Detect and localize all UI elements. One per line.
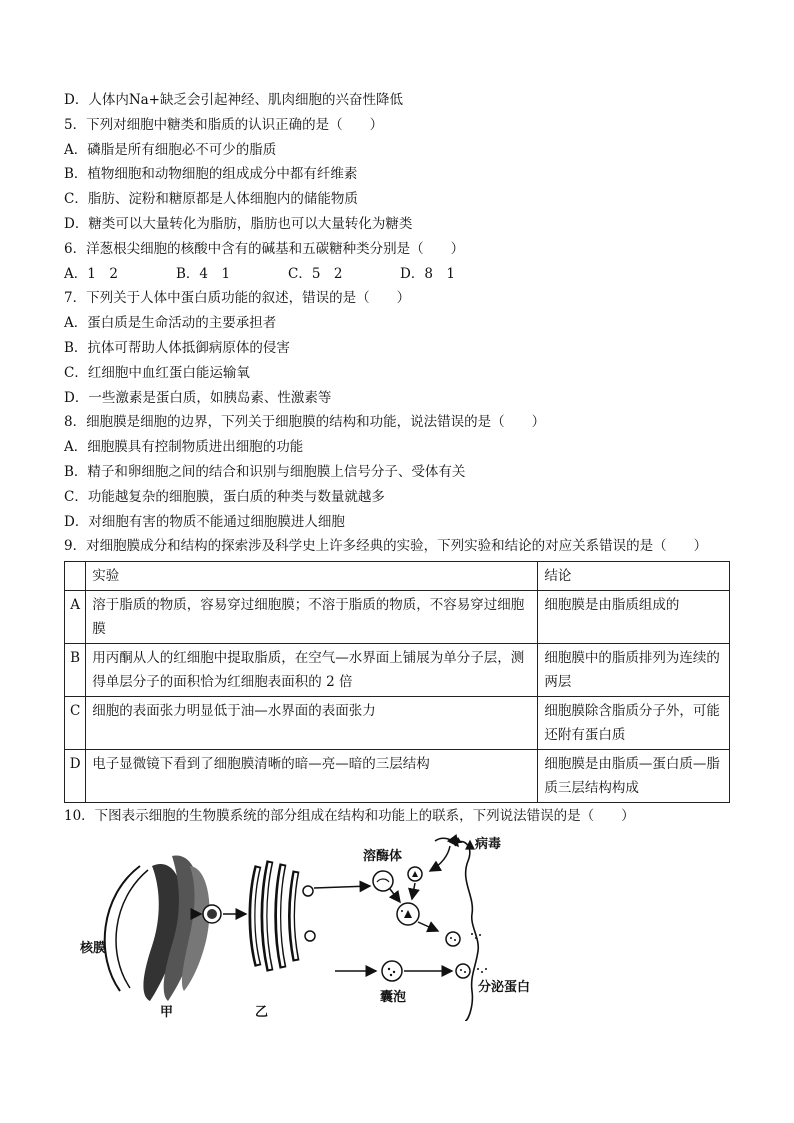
secretion-vesicle-at-membrane xyxy=(456,964,487,978)
q9-row-d-conclusion: 细胞膜是由脂质—蛋白质—脂质三层结构构成 xyxy=(538,750,730,803)
label-virus: ▲病毒 xyxy=(465,837,501,852)
q5-stem: 5．下列对细胞中糖类和脂质的认识正确的是（ ） xyxy=(64,116,384,133)
q8-option-d[interactable]: D．对细胞有害的物质不能通过细胞膜进人细胞 xyxy=(64,513,345,530)
q5-option-a[interactable]: A．磷脂是所有细胞必不可少的脂质 xyxy=(64,141,277,158)
q6-options xyxy=(64,262,734,287)
q9-row-c-key: C xyxy=(65,697,86,750)
q6-option-b[interactable]: B．4 1 xyxy=(176,265,231,282)
q10-stem: 10．下图表示细胞的生物膜系统的部分组成在结构和功能上的联系，下列说法错误的是（ ） xyxy=(64,808,635,825)
q9-row-a-experiment: 溶于脂质的物质，容易穿过细胞膜；不溶于脂质的物质，不容易穿过细胞膜 xyxy=(86,591,538,644)
label-jia: 甲 xyxy=(160,1005,174,1020)
arrow-virus-to-fusion xyxy=(412,883,415,899)
q9-row-d-experiment: 电子显微镜下看到了细胞膜清晰的暗—亮—暗的三层结构 xyxy=(86,750,538,803)
golgi-bud-1 xyxy=(303,886,313,896)
table-row[interactable] xyxy=(65,644,730,697)
q5-option-c[interactable]: C．脂肪、淀粉和糖原都是人体细胞内的储能物质 xyxy=(64,191,358,208)
table-row[interactable] xyxy=(65,591,730,644)
q4-option-d: D．人体内Na+缺乏会引起神经、肌肉细胞的兴奋性降低 xyxy=(64,92,403,108)
table-row[interactable] xyxy=(65,697,730,750)
q8-option-b[interactable]: B．精子和卵细胞之间的结合和识别与细胞膜上信号分子、受体有关 xyxy=(64,463,466,480)
q7-option-d[interactable]: D．一些激素是蛋白质，如胰岛素、性激素等 xyxy=(64,389,332,406)
q9-header-experiment: 实验 xyxy=(86,562,538,591)
q6-option-a[interactable]: A．1 2 xyxy=(64,265,118,282)
q7-option-a[interactable]: A．蛋白质是生命活动的主要承担者 xyxy=(64,315,277,332)
q6-stem: 6．洋葱根尖细胞的核酸中含有的碱基和五碳糖种类分别是（ ） xyxy=(64,240,465,257)
q9-row-c-experiment: 细胞的表面张力明显低于油—水界面的表面张力 xyxy=(86,697,538,750)
q8-option-a[interactable]: A．细胞膜具有控制物质进出细胞的功能 xyxy=(64,439,304,456)
q5-option-d[interactable]: D．糖类可以大量转化为脂肪，脂肪也可以大量转化为糖类 xyxy=(64,215,413,232)
q8-stem: 8．细胞膜是细胞的边界，下列关于细胞膜的结构和功能，说法错误的是（ ） xyxy=(64,414,546,431)
q5-option-b[interactable]: B．植物细胞和动物细胞的组成成分中都有纤维素 xyxy=(64,166,358,183)
virus-endosome-shape xyxy=(408,867,422,881)
q9-row-d-key: D xyxy=(65,750,86,803)
transport-vesicle-1 xyxy=(203,905,221,923)
arrow-fusion-to-exocytosis xyxy=(418,922,438,931)
exam-page xyxy=(64,88,734,829)
q9-header-conclusion: 结论 xyxy=(538,562,730,591)
q6-option-d[interactable]: D．8 1 xyxy=(400,265,456,282)
q9-stem: 9．对细胞膜成分和结构的探索涉及科学史上许多经典的实验，下列实验和结论的对应关系错误的是（ ） xyxy=(64,538,708,555)
arrow-golgi-to-lysosome xyxy=(314,886,370,888)
q9-header-key xyxy=(65,562,86,591)
q6-option-c[interactable]: C．5 2 xyxy=(288,265,343,282)
label-nuclear-membrane: 核膜 xyxy=(80,941,107,956)
table-row[interactable] xyxy=(65,750,730,803)
biomembrane-diagram xyxy=(80,826,550,1021)
label-secreted-protein: 分泌蛋白 xyxy=(478,980,531,995)
q9-row-b-key: B xyxy=(65,644,86,697)
q9-row-c-conclusion: 细胞膜除含脂质分子外，可能还附有蛋白质 xyxy=(538,697,730,750)
arrow-virus-entry xyxy=(435,838,458,846)
q9-table xyxy=(64,561,730,803)
q9-row-b-experiment: 用丙酮从人的红细胞中提取脂质，在空气—水界面上铺展为单分子层，测得单层分子的面积恰为红细胞表面积的 2 倍 xyxy=(86,644,538,697)
cell-membrane xyxy=(455,842,478,1021)
q7-option-c[interactable]: C．红细胞中血红蛋白能运输氧 xyxy=(64,364,250,381)
q9-row-a-key: A xyxy=(65,591,86,644)
q8-option-c[interactable]: C．功能越复杂的细胞膜，蛋白质的种类与数量就越多 xyxy=(64,488,385,505)
golgi-apparatus-shape xyxy=(252,861,296,971)
secondary-lysosome-shape xyxy=(397,903,419,925)
nuclear-membrane-shape xyxy=(105,866,148,991)
endoplasmic-reticulum-shape xyxy=(143,856,209,1001)
q7-option-b[interactable]: B．抗体可帮助人体抵御病原体的侵害 xyxy=(64,339,290,356)
q9-row-a-conclusion: 细胞膜是由脂质组成的 xyxy=(538,591,730,644)
biomembrane-diagram-svg xyxy=(80,826,550,1021)
q9-table-header xyxy=(65,562,730,591)
label-lysosome: 溶酶体 xyxy=(363,849,403,864)
q9-row-b-conclusion: 细胞膜中的脂质排列为连续的两层 xyxy=(538,644,730,697)
lysosome-shape xyxy=(373,871,393,891)
golgi-bud-2 xyxy=(305,931,315,941)
arrow-endocytosis xyxy=(430,846,450,871)
q7-stem: 7．下列关于人体中蛋白质功能的叙述，错误的是（ ） xyxy=(64,290,411,307)
virus-icon xyxy=(454,837,462,843)
label-yi: 乙 xyxy=(255,1005,269,1020)
secretory-vesicle-shape xyxy=(382,961,402,981)
label-vesicle: 囊泡 xyxy=(380,990,407,1005)
arrow-lysosome-to-fusion xyxy=(390,889,400,902)
